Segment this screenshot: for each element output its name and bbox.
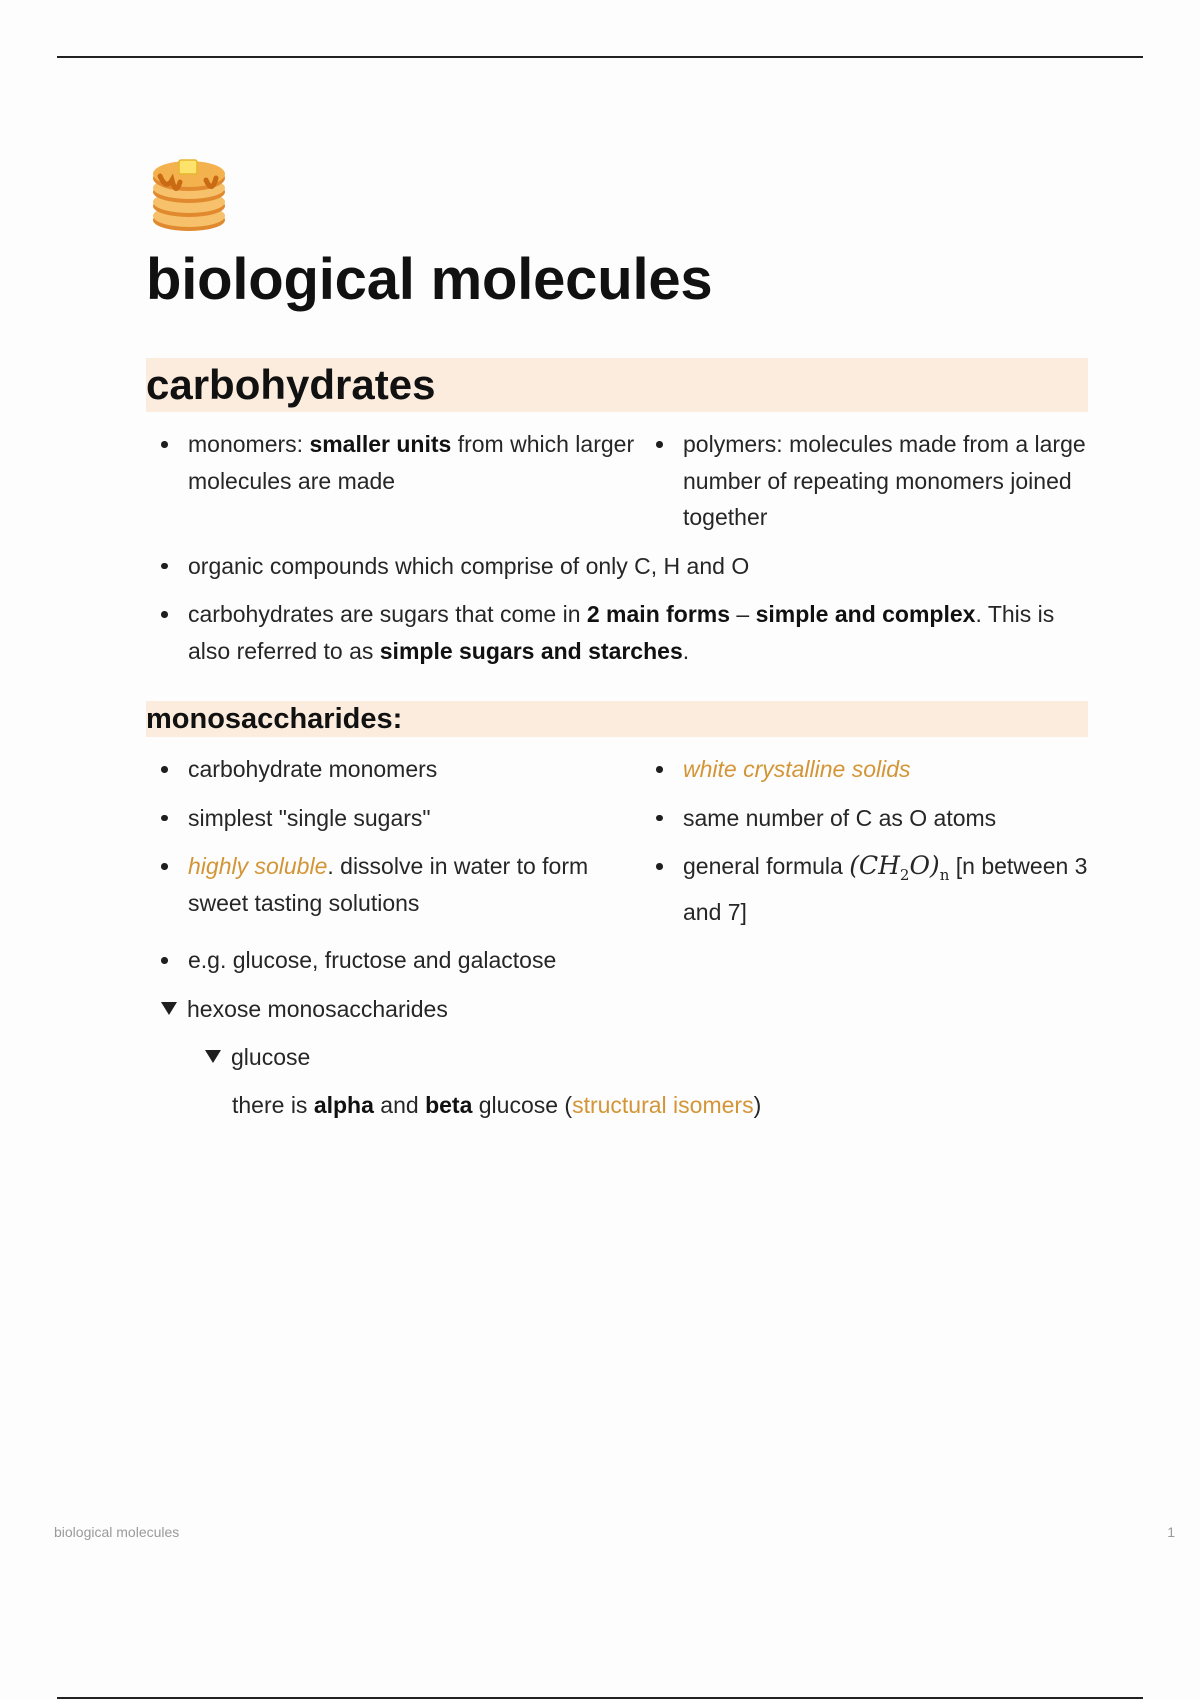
footer-page-number: 1 (1167, 1524, 1175, 1540)
list-item-crystalline: white crystalline solids (641, 751, 1088, 788)
formula-math: $(CH_2O)_n$ (849, 851, 950, 884)
monosaccharides-columns (146, 751, 1088, 942)
pancakes-icon (146, 150, 232, 236)
column-left (146, 751, 641, 942)
heading-carbohydrates: carbohydrates (146, 358, 1088, 412)
bottom-rule (57, 1697, 1143, 1699)
list-item: carbohydrate monomers (146, 751, 641, 788)
toggle-hexose-monosaccharides[interactable]: hexose monosaccharides (161, 991, 1088, 1027)
list-item: same number of C as O atoms (641, 800, 1088, 837)
list-item-formula: general formula $(CH_2O)_n$ [n between 3 and 7] (641, 848, 1088, 930)
page-title: biological molecules (146, 247, 713, 312)
list-item: simplest "single sugars" (146, 800, 641, 837)
top-rule (57, 56, 1143, 58)
triangle-down-icon (205, 1050, 221, 1063)
heading-monosaccharides: monosaccharides: (146, 701, 1088, 737)
list-item-soluble: highly soluble. dissolve in water to form sweet tasting solutions (146, 848, 641, 921)
list-item-examples: e.g. glucose, fructose and galactose (146, 942, 1088, 979)
column-left (146, 426, 641, 548)
carbohydrates-list (146, 548, 1088, 670)
monosaccharides-list (146, 942, 1088, 979)
document-body (146, 150, 1088, 1123)
list-item-monomers: monomers: smaller units from which larger molecules are made (146, 426, 641, 499)
column-right (641, 426, 1088, 548)
column-right (641, 751, 1088, 942)
footer-doc-name: biological molecules (54, 1524, 180, 1540)
triangle-down-icon (161, 1002, 177, 1015)
toggle-glucose[interactable]: glucose (205, 1039, 1088, 1075)
carbohydrates-columns (146, 426, 1088, 548)
glucose-text: there is alpha and beta glucose (structural isomers) (232, 1091, 762, 1118)
list-item-polymers: polymers: molecules made from a large number of repeating monomers joined together (641, 426, 1088, 536)
list-item-forms: carbohydrates are sugars that come in 2 main forms – simple and complex. This is also referred to as simple sugars and starches. (146, 596, 1088, 669)
list-item-organic: organic compounds which comprise of only C, H and O (146, 548, 1088, 585)
